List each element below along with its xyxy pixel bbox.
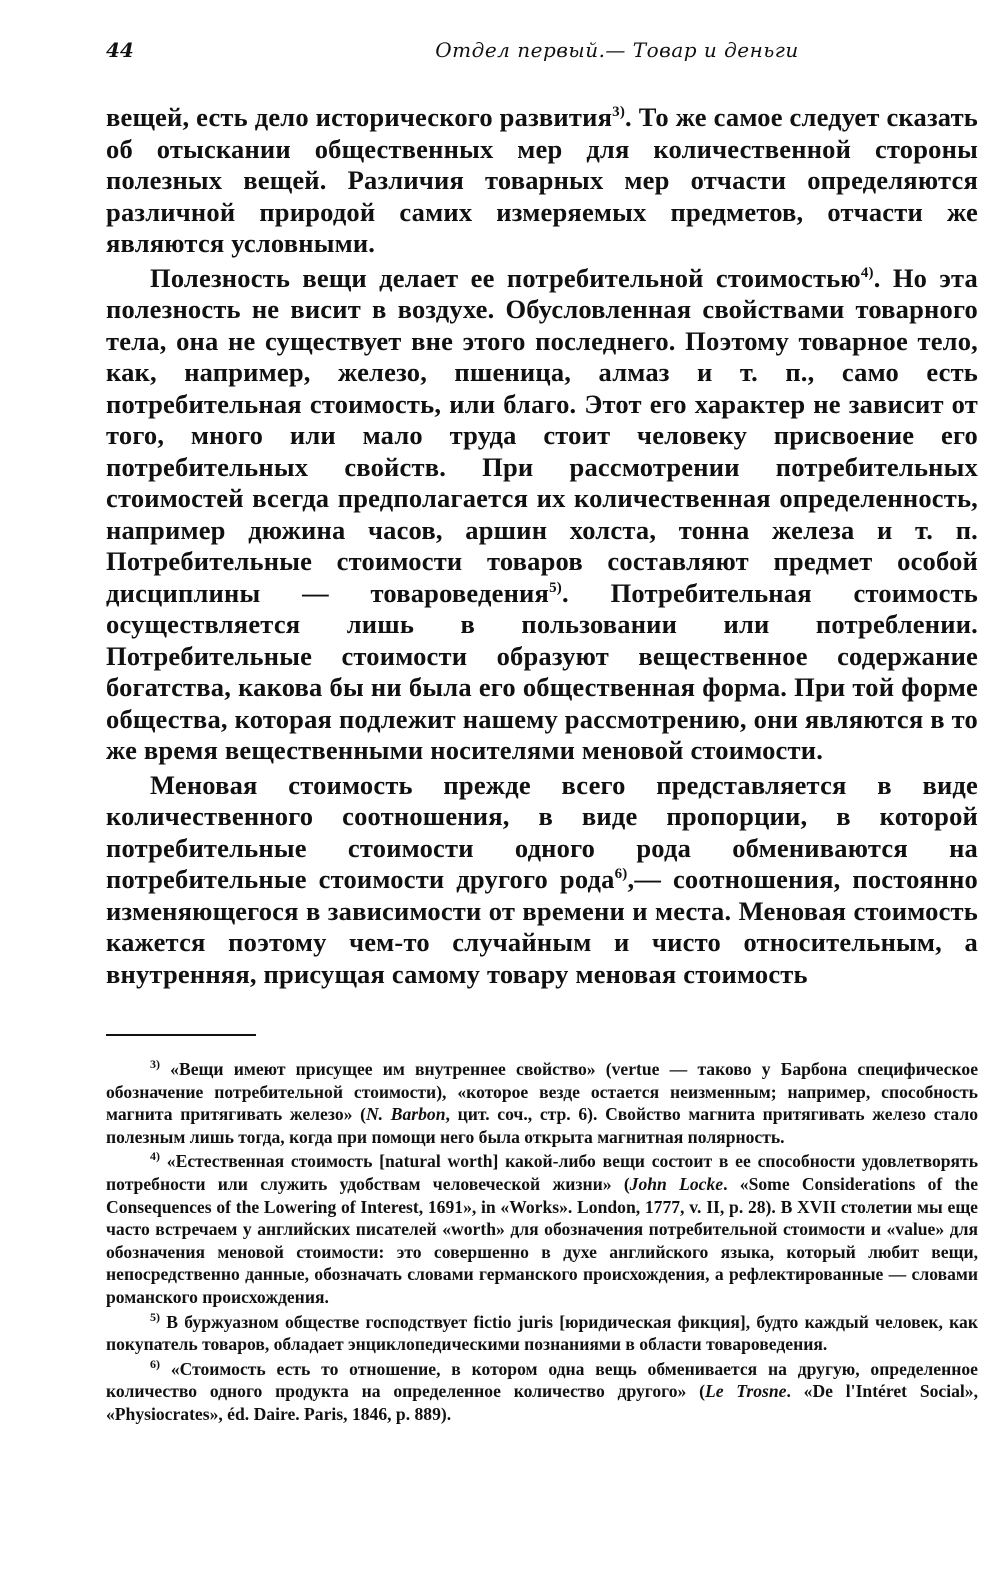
page-header [106, 38, 978, 78]
footnote-5-mark: 5) [150, 1309, 160, 1324]
footnote-ref-3: 3) [612, 104, 626, 121]
footnote-divider [106, 1034, 256, 1036]
footnote-6 [106, 1358, 978, 1426]
paragraph-1-text-b: . То же самое следует сказать об отыскании общественных мер для количественной стороны полезных вещей. Различия товарных мер отчасти определяются различной природой самих измеряемых предметов, отчасти же являются условными. [106, 102, 978, 258]
main-text [106, 102, 978, 990]
paragraph-3-text-b: ,— соотношения, постоянно изменяющегося в зависимости от времени и места. Меновая стоимость кажется поэтому чем-то случайным и чисто относительным, а внутренняя, присущая самому товару меновая стоимость [106, 864, 978, 989]
paragraph-2-text-c: . Потребительная стоимость осуществляется лишь в пользовании или потреблении. Потребительные стоимости образуют вещественное содержание богатства, какова бы ни была его общественная форма. При той форме общества, которая подлежит нашему рассмотрению, они являются в то же время вещественными носителями меновой стоимости. [106, 577, 979, 765]
paragraph-1 [106, 102, 978, 260]
footnote-6-text-a: «Стоимость есть то отношение, в котором одна вещь обменивается на другую, определенное количество одного продукта на определенное количество другого» ( [106, 1358, 978, 1402]
footnote-6-author: Le Trosne [704, 1381, 787, 1402]
paragraph-2-text-a: Полезность вещи делает ее потребительной стоимостью [150, 262, 861, 293]
footnote-3-author: N. Barbon [365, 1104, 446, 1125]
footnote-4-text-a: «Естественная стоимость [natural worth] какой-либо вещи состоит в ее способности удовлетворять потребности или служить удобствам человеческой жизни» ( [106, 1151, 978, 1194]
page-number: 44 [106, 38, 134, 62]
footnote-3-text-b: , цит. соч., стр. 6). Свойство магнита притягивать железо стало полезным лишь тогда, когда при помощи него была открыта магнитная полярность. [106, 1104, 978, 1147]
footnote-ref-6: 6) [614, 866, 628, 883]
footnote-5-text: В буржуазном обществе господствует fictio juris [юридическая фикция], будто каждый человек, как покупатель товаров, обладает энциклопедическими познаниями в области товароведения. [106, 1311, 978, 1355]
footnote-ref-5: 5) [549, 579, 562, 596]
paragraph-2 [106, 263, 978, 767]
footnote-3 [106, 1058, 978, 1148]
running-title: Отдел первый.— Товар и деньги [435, 38, 799, 62]
paragraph-2-text-b: . Но эта полезность не висит в воздухе. Обусловленная свойствами товарного тела, она не существует вне этого последнего. Поэтому товарное тело, как, например, железо, пшеница, алмаз и т. п., само есть потребительная стоимость, или благо. Этот его характер не зависит от того, много или мало труда стоит человеку присвоение его потребительных свойств. При рассмотрении потребительных стоимостей всегда предполагается их количественная определенность, например дюжина часов, аршин холста, тонна железа и т. п. Потребительные стоимости товаров составляют предмет особой дисциплины — товароведения [106, 262, 978, 608]
footnote-4-mark: 4) [150, 1149, 160, 1164]
paragraph-1-text-a: вещей, есть дело исторического развития [106, 102, 613, 132]
footnote-4 [106, 1150, 978, 1308]
footnote-5 [106, 1311, 978, 1356]
footnote-6-mark: 6) [150, 1356, 160, 1371]
footnote-4-text-b: . «Some Considerations of the Consequences of the Lowering of Interest, 1691», in «Works». London, 1777, v. II, p. 28). В XVII столетии мы еще часто встречаем у английских писателей «worth» для обозначения потребительной стоимости и «value» для обозначения меновой стоимости: это совершенно в духе английского языка, который любит вещи, непосредственно данные, обозначать словами германского происхождения, а рефлектированные — словами романского происхождения. [106, 1173, 978, 1307]
footnote-4-author: John Locke [629, 1173, 724, 1194]
paragraph-3 [106, 770, 978, 991]
footnote-3-mark: 3) [150, 1057, 160, 1072]
paragraph-3-text-a: Меновая стоимость прежде всего представляется в виде количественного соотношения, в виде пропорции, в которой потребительные стоимости одного рода обмениваются на потребительные стоимости другого рода [106, 769, 978, 894]
book-page [106, 38, 978, 1428]
footnote-ref-4: 4) [860, 264, 874, 281]
footnote-3-text-a: «Вещи имеют присущее им внутреннее свойство» (vertue — таково у Барбона специфическое обозначение потребительной стоимости), «которое везде остается неизменным; например, способность магнита притягивать железо» ( [106, 1059, 978, 1125]
footnotes [106, 1058, 978, 1426]
footnote-6-text-b: . «De l'Intéret Social», «Physiocrates», éd. Daire. Paris, 1846, p. 889). [106, 1381, 978, 1424]
